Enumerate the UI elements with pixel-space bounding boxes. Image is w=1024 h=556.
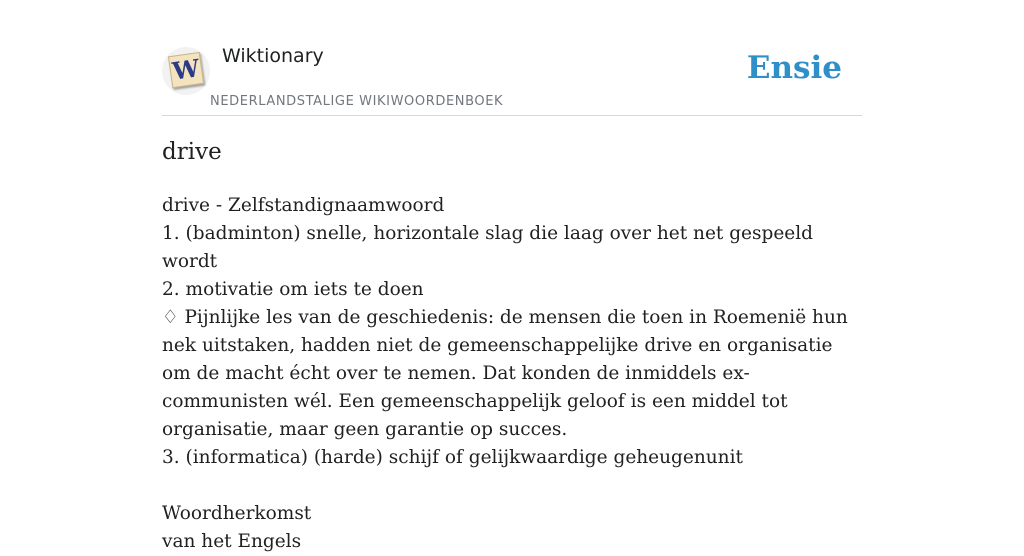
example-quote: ♢ Pijnlijke les van de geschiedenis: de mensen die toen in Roemenië hun nek uitstaken, hadden niet de gemeenschappelijke drive en organisatie om de macht écht over te nemen. Dat konden de inmiddels ex-communisten wél. Een gemeenschappelijk geloof is een middel tot organisatie, maar geen garantie op succes. xyxy=(162,307,848,440)
entry-heading: drive - Zelfstandignaamwoord xyxy=(162,195,445,216)
wiktionary-logo[interactable] xyxy=(162,47,210,95)
entry-body xyxy=(162,192,862,556)
site-tagline: NEDERLANDSTALIGE WIKIWOORDENBOEK xyxy=(210,94,504,109)
definition-item: 2. motivatie om iets te doen xyxy=(162,279,424,300)
logo-tile-icon: W xyxy=(168,52,204,88)
definition-item: 3. (informatica) (harde) schijf of gelijkwaardige geheugenunit xyxy=(162,447,743,468)
etymology-text: van het Engels xyxy=(162,531,302,552)
ensie-brand-link[interactable]: Ensie xyxy=(746,50,842,86)
etymology-heading: Woordherkomst xyxy=(162,503,312,524)
page xyxy=(162,0,862,552)
page-title: drive xyxy=(162,139,222,165)
definition-item: 1. (badminton) snelle, horizontale slag die laag over het net gespeeld wordt xyxy=(162,223,813,272)
site-name[interactable]: Wiktionary xyxy=(222,45,324,67)
header xyxy=(162,0,862,116)
spacer xyxy=(162,472,862,500)
